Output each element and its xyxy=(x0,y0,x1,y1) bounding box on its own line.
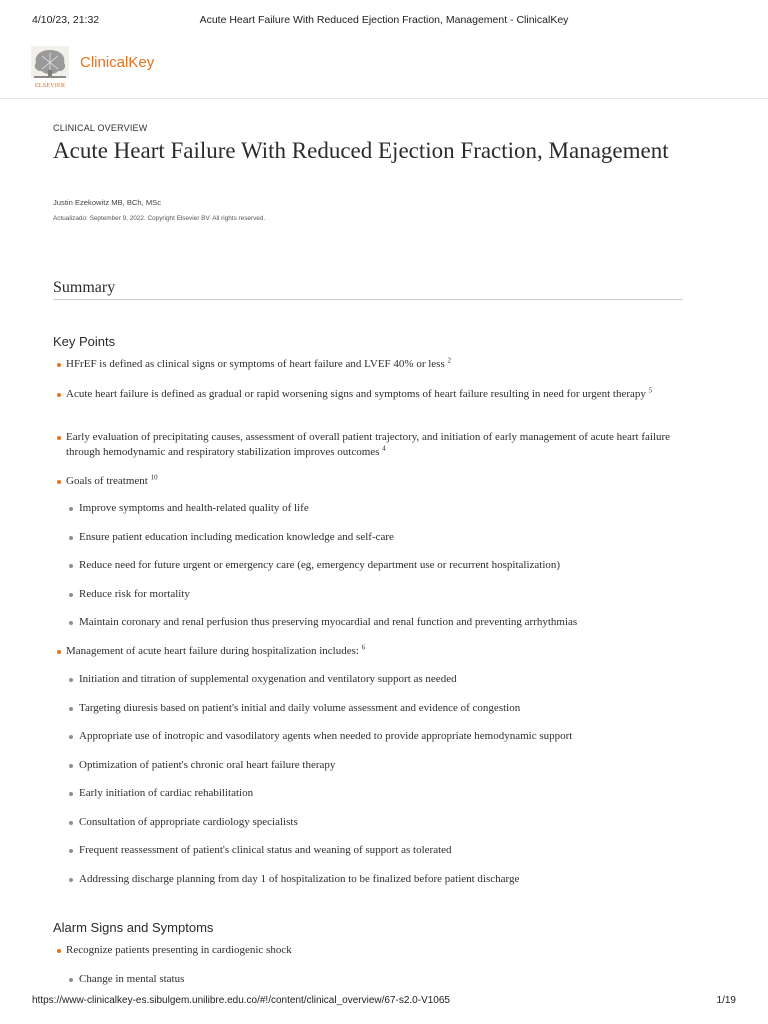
article-updated: Actualizado: September 9, 2022. Copyright Elsevier BV. All rights reserved. xyxy=(53,215,266,222)
bullet-dot-icon xyxy=(57,949,61,953)
key-point-subitem-text: Addressing discharge planning from day 1 of hospitalization to be finalized before patient discharge xyxy=(79,873,520,885)
sub-bullet-dot-icon xyxy=(69,849,73,853)
key-point-subitem xyxy=(79,672,679,687)
key-point-subitem-text: Initiation and titration of supplemental oxygenation and ventilatory support as needed xyxy=(79,673,457,685)
alarm-item xyxy=(66,943,686,958)
key-point-subitem-text: Frequent reassessment of patient's clinical status and weaning of support as tolerated xyxy=(79,844,452,856)
print-footer xyxy=(32,995,736,1009)
article-title: Acute Heart Failure With Reduced Ejection Fraction, Management xyxy=(53,138,669,163)
key-point-subitem-text: Consultation of appropriate cardiology specialists xyxy=(79,816,298,828)
bullet-dot-icon xyxy=(57,393,61,397)
key-point-subitem xyxy=(79,786,679,801)
alarm-signs-heading: Alarm Signs and Symptoms xyxy=(53,920,214,935)
reference-link[interactable]: 5 xyxy=(648,386,653,395)
alarm-subitem xyxy=(79,972,679,987)
key-point-subitem xyxy=(79,587,679,602)
key-point-subitem xyxy=(79,872,679,887)
key-point-item xyxy=(66,644,686,659)
reference-link[interactable]: 10 xyxy=(150,473,158,482)
key-point-subitem xyxy=(79,558,679,573)
key-point-subitem xyxy=(79,758,679,773)
key-point-subitem-text: Appropriate use of inotropic and vasodilatory agents when needed to provide appropriate hemodynamic support xyxy=(79,730,573,742)
key-point-subitem xyxy=(79,729,679,744)
header-divider xyxy=(0,98,768,99)
key-point-text: Acute heart failure is defined as gradual or rapid worsening signs and symptoms of heart failure resulting in need for urgent therapy xyxy=(66,388,646,400)
reference-link[interactable]: 2 xyxy=(447,356,451,365)
alarm-subitem-text: Change in mental status xyxy=(79,973,185,985)
sub-bullet-dot-icon xyxy=(69,707,73,711)
content-type-label: CLINICAL OVERVIEW xyxy=(53,123,148,133)
sub-bullet-dot-icon xyxy=(69,764,73,768)
key-point-subitem xyxy=(79,701,679,716)
page-number: 1/19 xyxy=(716,995,736,1006)
key-point-item xyxy=(66,430,686,460)
sub-bullet-dot-icon xyxy=(69,792,73,796)
key-point-item xyxy=(66,474,686,489)
key-point-subitem xyxy=(79,815,679,830)
key-point-item xyxy=(66,387,686,402)
sub-bullet-dot-icon xyxy=(69,878,73,882)
sub-bullet-dot-icon xyxy=(69,978,73,982)
key-point-subitem-text: Ensure patient education including medication knowledge and self-care xyxy=(79,531,394,543)
sub-bullet-dot-icon xyxy=(69,564,73,568)
key-point-subitem-text: Targeting diuresis based on patient's initial and daily volume assessment and evidence of congestion xyxy=(79,702,521,714)
elsevier-tree-icon xyxy=(28,44,72,90)
clinicalkey-wordmark: ClinicalKey xyxy=(80,54,155,71)
bullet-dot-icon xyxy=(57,480,61,484)
print-page-title: Acute Heart Failure With Reduced Ejection Fraction, Management - ClinicalKey xyxy=(199,14,569,26)
print-date: 4/10/23, 21:32 xyxy=(32,14,100,26)
reference-link[interactable]: 6 xyxy=(361,643,366,652)
print-header xyxy=(32,14,736,28)
key-point-subitem xyxy=(79,843,679,858)
alarm-item-text: Recognize patients presenting in cardiogenic shock xyxy=(66,944,292,956)
bullet-dot-icon xyxy=(57,363,61,367)
key-point-subitem-text: Reduce risk for mortality xyxy=(79,588,190,600)
sub-bullet-dot-icon xyxy=(69,507,73,511)
key-point-subitem-text: Reduce need for future urgent or emergency care (eg, emergency department use or recurrent hospitalization) xyxy=(79,559,561,571)
key-point-subitem-text: Optimization of patient's chronic oral heart failure therapy xyxy=(79,759,336,771)
key-point-text: HFrEF is defined as clinical signs or symptoms of heart failure and LVEF 40% or less xyxy=(66,358,445,370)
key-point-subitem xyxy=(79,615,679,630)
sub-bullet-dot-icon xyxy=(69,735,73,739)
article-authors[interactable]: Justin Ezekowitz MB, BCh, MSc xyxy=(53,198,162,207)
reference-link[interactable]: 4 xyxy=(382,444,386,453)
sub-bullet-dot-icon xyxy=(69,593,73,597)
clinicalkey-logo[interactable] xyxy=(28,44,188,94)
key-point-subitem xyxy=(79,501,679,516)
sub-bullet-dot-icon xyxy=(69,536,73,540)
bullet-dot-icon xyxy=(57,650,61,654)
bullet-dot-icon xyxy=(57,436,61,440)
svg-text:ELSEVIER: ELSEVIER xyxy=(34,82,66,89)
sub-bullet-dot-icon xyxy=(69,821,73,825)
key-point-text: Management of acute heart failure during hospitalization includes: xyxy=(66,645,359,657)
key-point-text: Goals of treatment xyxy=(66,475,148,487)
key-points-heading: Key Points xyxy=(53,334,116,349)
key-point-subitem-text: Improve symptoms and health-related quality of life xyxy=(79,502,309,514)
summary-heading: Summary xyxy=(53,279,116,296)
sub-bullet-dot-icon xyxy=(69,678,73,682)
sub-bullet-dot-icon xyxy=(69,621,73,625)
key-point-item xyxy=(66,357,686,372)
key-point-text: Early evaluation of precipitating causes, assessment of overall patient trajectory, and initiation of early management of acute heart failure through hemodynamic and respiratory stabilization improves outcomes xyxy=(66,431,671,458)
key-point-subitem-text: Maintain coronary and renal perfusion thus preserving myocardial and renal function and preventing arrhythmias xyxy=(79,616,578,628)
summary-divider xyxy=(53,299,683,300)
key-point-subitem-text: Early initiation of cardiac rehabilitation xyxy=(79,787,254,799)
print-url: https://www-clinicalkey-es.sibulgem.unilibre.edu.co/#!/content/clinical_overview/67-s2.0-V1065 xyxy=(32,995,450,1006)
key-point-subitem xyxy=(79,530,679,545)
